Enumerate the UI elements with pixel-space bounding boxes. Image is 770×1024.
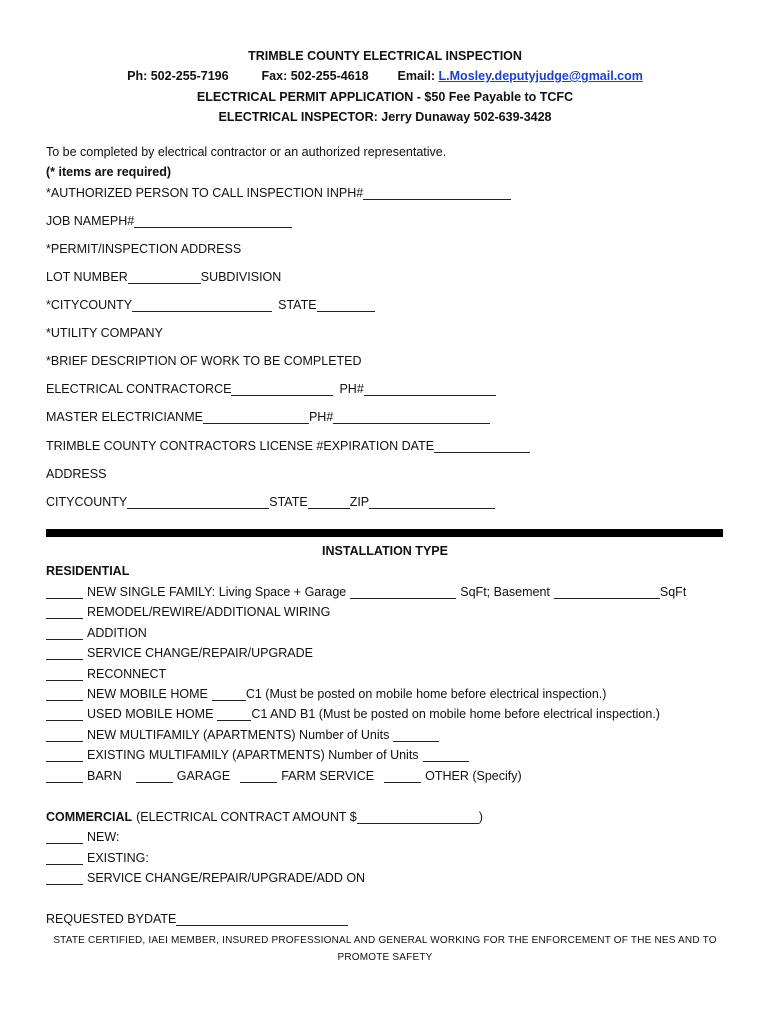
- me-label: ME: [184, 410, 203, 424]
- state-label: STATE: [269, 495, 308, 509]
- ce-label: CE: [214, 382, 232, 396]
- job-name-label: JOB NAME: [46, 214, 110, 228]
- brief-description-row: [46, 354, 722, 368]
- contract-amount-field[interactable]: [357, 810, 479, 824]
- existing-multifamily-check[interactable]: [46, 748, 83, 762]
- installation-type-heading: INSTALLATION TYPE: [322, 544, 448, 558]
- remodel-row: [46, 605, 722, 619]
- master-label: MASTER ELECTRICIAN: [46, 410, 185, 424]
- used-mobile-home-label: USED MOBILE HOME: [87, 707, 214, 721]
- date-label: DATE: [143, 912, 177, 926]
- state-field[interactable]: [317, 298, 375, 312]
- county2-field[interactable]: [127, 495, 269, 509]
- commercial-new-check[interactable]: [46, 830, 83, 844]
- brief-description-label: *BRIEF DESCRIPTION OF WORK TO BE COMPLETED: [46, 354, 362, 368]
- master-phone-field[interactable]: [333, 410, 490, 424]
- commercial-existing-label: EXISTING:: [87, 851, 149, 865]
- lot-row: [46, 270, 722, 284]
- reconnect-check[interactable]: [46, 667, 83, 681]
- job-phone-field[interactable]: [134, 214, 292, 228]
- footer-note-line2: PROMOTE SAFETY: [337, 952, 433, 963]
- contractor-phone-field[interactable]: [364, 382, 496, 396]
- other-label: OTHER (Specify): [425, 769, 522, 783]
- new-single-family-row: [46, 585, 722, 599]
- address-row: [46, 467, 722, 481]
- requested-by-row: [46, 912, 722, 926]
- new-single-family-check[interactable]: [46, 585, 83, 599]
- zip-label: ZIP: [349, 495, 370, 509]
- addition-check[interactable]: [46, 626, 83, 640]
- barn-check[interactable]: [46, 769, 83, 783]
- city-label: *CITY: [46, 298, 80, 312]
- email-label: Email:: [397, 69, 436, 83]
- requested-by-label: REQUESTED BY: [46, 912, 144, 926]
- new-multifamily-label: NEW MULTIFAMILY (APARTMENTS) Number of Units: [87, 728, 390, 742]
- sqft-label: SqFt: [659, 585, 687, 599]
- commercial-heading: COMMERCIAL: [46, 810, 133, 824]
- ph-label: PH#: [339, 382, 364, 396]
- state-label: STATE: [278, 298, 317, 312]
- contractor-row: [46, 382, 722, 396]
- existing-multifamily-units-field[interactable]: [423, 748, 469, 762]
- inspector-line: ELECTRICAL INSPECTOR: Jerry Dunaway 502-639-3428: [218, 110, 552, 124]
- authorized-phone-field[interactable]: [363, 186, 511, 200]
- service-change-label: SERVICE CHANGE/REPAIR/UPGRADE: [87, 646, 313, 660]
- commercial-service-row: [46, 871, 722, 885]
- contract-amount-close: ): [478, 810, 483, 824]
- utility-row: [46, 326, 722, 340]
- permit-address-label: *PERMIT/INSPECTION ADDRESS: [46, 242, 242, 256]
- contract-amount-label: (ELECTRICAL CONTRACT AMOUNT $: [136, 810, 357, 824]
- barn-label: BARN: [87, 769, 122, 783]
- lot-number-label: LOT NUMBER: [46, 270, 128, 284]
- new-multifamily-check[interactable]: [46, 728, 83, 742]
- authorized-person-label: *AUTHORIZED PERSON TO CALL INSPECTION IN: [46, 186, 339, 200]
- city-county-row: [46, 298, 722, 312]
- sqft-basement-label: SqFt; Basement: [460, 585, 550, 599]
- contractor-label: ELECTRICAL CONTRACTOR: [46, 382, 215, 396]
- existing-multifamily-row: [46, 748, 722, 762]
- expiration-field[interactable]: [434, 439, 530, 453]
- fax-number: Fax: 502-255-4618: [261, 69, 369, 83]
- addition-row: [46, 626, 722, 640]
- commercial-existing-row: [46, 851, 722, 865]
- state2-field[interactable]: [308, 495, 350, 509]
- garage-check[interactable]: [136, 769, 173, 783]
- section-divider: [46, 529, 723, 537]
- required-note: (* items are required): [46, 165, 172, 179]
- new-single-family-label: NEW SINGLE FAMILY: Living Space + Garage: [87, 585, 347, 599]
- farm-service-check[interactable]: [240, 769, 277, 783]
- used-mobile-home-check[interactable]: [46, 707, 83, 721]
- ph-label: PH#: [109, 214, 135, 228]
- date-field[interactable]: [176, 912, 348, 926]
- new-mobile-note: C1 (Must be posted on mobile home before electrical inspection.): [245, 687, 607, 701]
- remodel-label: REMODEL/REWIRE/ADDITIONAL WIRING: [87, 605, 331, 619]
- commercial-new-label: NEW:: [87, 830, 120, 844]
- new-multifamily-row: [46, 728, 722, 742]
- phone-number: Ph: 502-255-7196: [127, 69, 229, 83]
- existing-multifamily-label: EXISTING MULTIFAMILY (APARTMENTS) Number of Units: [87, 748, 419, 762]
- basement-sqft-field[interactable]: [554, 585, 660, 599]
- contact-line: [0, 69, 770, 83]
- footer-note: [40, 932, 730, 966]
- city-label: CITY: [46, 495, 75, 509]
- new-mobile-c1-field[interactable]: [212, 687, 246, 701]
- email-link[interactable]: L.Mosley.deputyjudge@gmail.com: [438, 69, 643, 83]
- outbuildings-row: [46, 769, 722, 783]
- job-name-row: [46, 214, 722, 228]
- other-check[interactable]: [384, 769, 421, 783]
- zip-field[interactable]: [369, 495, 495, 509]
- subdivision-label: SUBDIVISION: [200, 270, 282, 284]
- license-label: TRIMBLE COUNTY CONTRACTORS LICENSE #: [46, 439, 324, 453]
- new-multifamily-units-field[interactable]: [393, 728, 439, 742]
- utility-label: *UTILITY COMPANY: [46, 326, 163, 340]
- residential-heading: RESIDENTIAL: [46, 564, 130, 578]
- ph-label: PH#: [338, 186, 364, 200]
- me-field[interactable]: [203, 410, 309, 424]
- commercial-service-label: SERVICE CHANGE/REPAIR/UPGRADE/ADD ON: [87, 871, 366, 885]
- garage-label: GARAGE: [176, 769, 231, 783]
- reconnect-label: RECONNECT: [87, 667, 167, 681]
- authorized-person-row: [46, 186, 722, 200]
- new-mobile-home-label: NEW MOBILE HOME: [87, 687, 208, 701]
- addition-label: ADDITION: [87, 626, 147, 640]
- license-row: [46, 439, 722, 453]
- master-row: [46, 410, 722, 424]
- new-mobile-home-check[interactable]: [46, 687, 83, 701]
- intro-line: To be completed by electrical contractor or an authorized representative.: [46, 145, 447, 159]
- expiration-label: EXPIRATION DATE: [323, 439, 435, 453]
- county-label: COUNTY: [79, 298, 133, 312]
- city-state-zip-row: [46, 495, 722, 509]
- lot-number-field[interactable]: [128, 270, 201, 284]
- commercial-row: [46, 810, 722, 824]
- permit-fee-line: ELECTRICAL PERMIT APPLICATION - $50 Fee Payable to TCFC: [196, 90, 574, 104]
- remodel-check[interactable]: [46, 605, 83, 619]
- permit-address-row: [46, 242, 722, 256]
- form-title: TRIMBLE COUNTY ELECTRICAL INSPECTION: [248, 49, 522, 63]
- ph-label: PH#: [308, 410, 334, 424]
- used-mobile-c1-field[interactable]: [217, 707, 251, 721]
- ce-field[interactable]: [231, 382, 333, 396]
- used-mobile-home-row: [46, 707, 722, 721]
- service-change-row: [46, 646, 722, 660]
- used-mobile-note: C1 AND B1 (Must be posted on mobile home before electrical inspection.): [251, 707, 660, 721]
- footer-note-line1: STATE CERTIFIED, IAEI MEMBER, INSURED PROFESSIONAL AND GENERAL WORKING FOR THE ENFORCEMENT OF THE NES AND TO: [53, 935, 717, 946]
- living-space-sqft-field[interactable]: [350, 585, 456, 599]
- reconnect-row: [46, 667, 722, 681]
- service-change-check[interactable]: [46, 646, 83, 660]
- commercial-new-row: [46, 830, 722, 844]
- commercial-service-check[interactable]: [46, 871, 83, 885]
- farm-service-label: FARM SERVICE: [281, 769, 375, 783]
- new-mobile-home-row: [46, 687, 722, 701]
- county-field[interactable]: [132, 298, 272, 312]
- county-label: COUNTY: [74, 495, 128, 509]
- address-label: ADDRESS: [46, 467, 107, 481]
- commercial-existing-check[interactable]: [46, 851, 83, 865]
